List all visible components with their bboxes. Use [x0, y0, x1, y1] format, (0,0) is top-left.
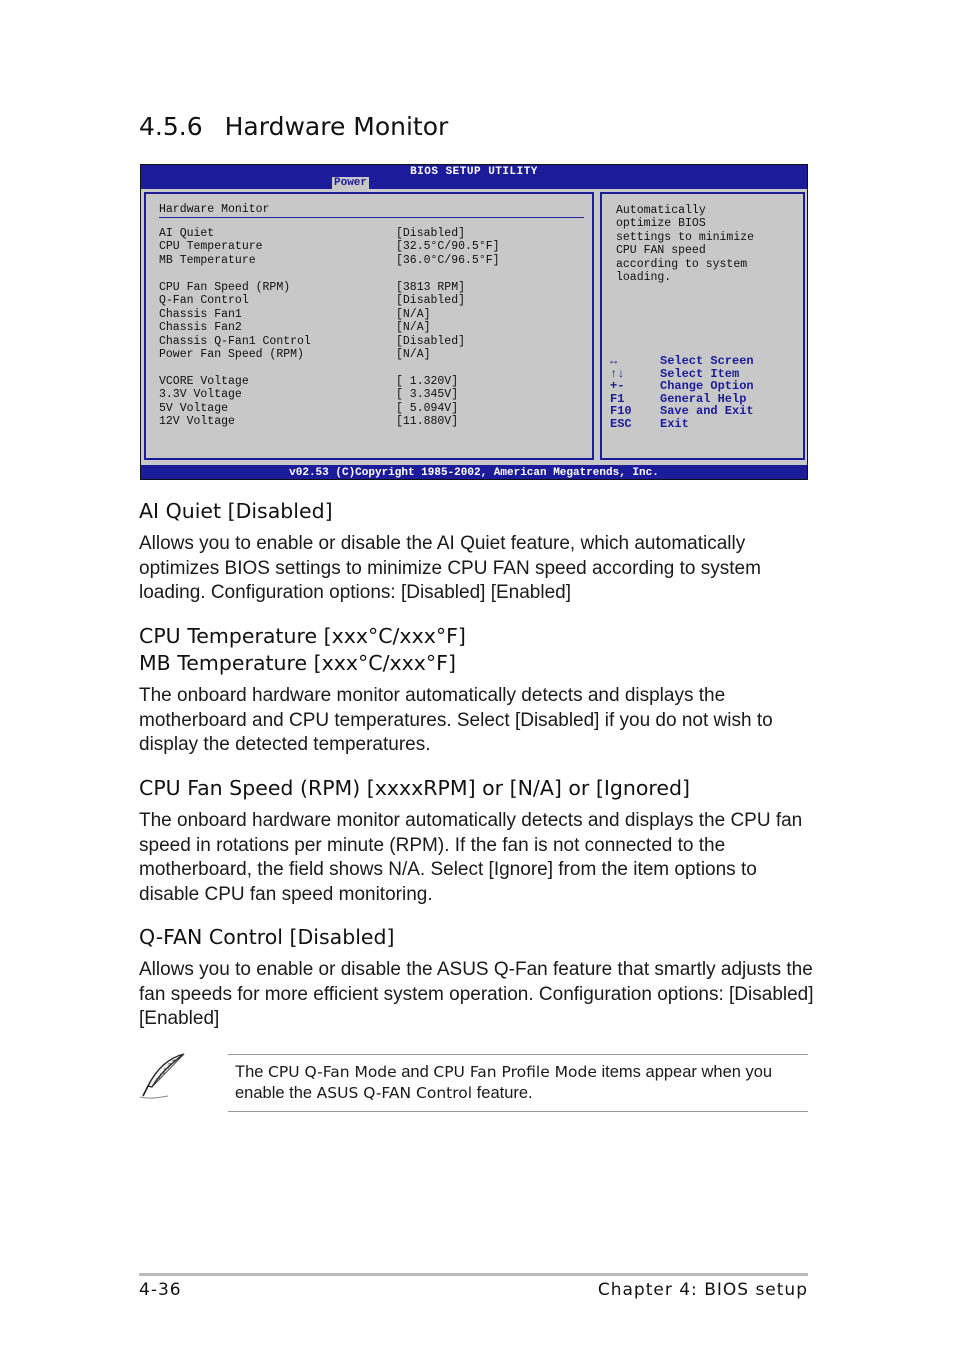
feather-pen-icon — [138, 1052, 188, 1100]
section-title-text: Hardware Monitor — [224, 112, 449, 141]
bios-key-description: Change Option — [660, 379, 754, 394]
bios-setting-value: [32.5°C/90.5°F] — [396, 240, 500, 253]
para-cpu-fan-speed: The onboard hardware monitor automatically detects and displays the CPU fan speed in rotations per minute (RPM). If the fan is not connected to the motherboard, the field shows N/A. Select [Ignore] from the item options to disable CPU fan speed monitoring. — [139, 810, 803, 905]
bios-help-pane — [600, 192, 805, 460]
para-temperature: The onboard hardware monitor automatically detects and displays the motherboard and CPU temperatures. Select [Disabled] if you do not wish to display the detected temperatures. — [139, 685, 773, 755]
bios-setting-value: [ 5.094V] — [396, 402, 459, 415]
bios-setting-row[interactable] — [159, 375, 579, 388]
bios-setting-label: VCORE Voltage — [159, 375, 249, 388]
bios-help-text: Automatically optimize BIOS settings to minimize CPU FAN speed according to system loading. — [616, 204, 755, 285]
note-text — [235, 1062, 805, 1104]
bios-setting-label: Q-Fan Control — [159, 294, 249, 307]
bios-setting-value: [ 1.320V] — [396, 375, 459, 388]
bios-setting-value: [N/A] — [396, 321, 431, 334]
bios-setting-row[interactable] — [159, 388, 579, 401]
bios-setting-value: [ 3.345V] — [396, 388, 459, 401]
bios-setting-label: CPU Fan Speed (RPM) — [159, 281, 291, 294]
bios-setting-label: 3.3V Voltage — [159, 388, 242, 401]
bios-setting-value: [Disabled] — [396, 294, 466, 307]
section-number: 4.5.6 — [139, 112, 203, 141]
para-ai-quiet: Allows you to enable or disable the AI Quiet feature, which automatically optimizes BIOS settings to minimize CPU FAN speed according to system loading. Configuration options: [Disabled] [Enabled] — [139, 533, 761, 603]
bios-setting-row[interactable] — [159, 321, 579, 334]
note-text-part: items appear when you enable the — [235, 1063, 773, 1102]
bios-pane-heading: Hardware Monitor — [159, 203, 584, 218]
note-term-asus-q-fan-control: ASUS Q-FAN Control — [316, 1084, 473, 1102]
bios-settings-pane — [144, 192, 594, 460]
page-number: 4-36 — [139, 1280, 182, 1300]
bios-setting-row[interactable] — [159, 281, 579, 294]
bios-key: F10 — [610, 404, 632, 419]
bios-title: BIOS SETUP UTILITY — [410, 166, 538, 178]
bios-setting-label: Chassis Fan2 — [159, 321, 242, 334]
bios-key: ESC — [610, 417, 632, 431]
bios-setting-row[interactable] — [159, 254, 579, 267]
note-text-part: The — [235, 1063, 269, 1081]
bios-setting-row[interactable] — [159, 294, 579, 307]
bios-setting-value: [Disabled] — [396, 227, 466, 240]
footer-rule — [139, 1273, 808, 1276]
note-term-cpu-q-fan-mode: CPU Q-Fan Mode — [268, 1063, 397, 1081]
bios-key-description: Select Screen — [660, 354, 754, 368]
bios-key: F1 — [610, 391, 625, 406]
bios-key: ↑↓ — [610, 366, 625, 381]
bios-setting-row[interactable] — [159, 348, 579, 361]
bios-setting-label: 12V Voltage — [159, 415, 235, 428]
heading-mb-temperature: MB Temperature [xxx°C/xxx°F] — [139, 651, 456, 675]
bios-setting-value: [11.880V] — [396, 415, 459, 428]
bios-setting-value: [36.0°C/96.5°F] — [396, 254, 500, 267]
bios-setting-row[interactable] — [159, 415, 579, 428]
bios-setting-row[interactable] — [159, 308, 579, 321]
chapter-label: Chapter 4: BIOS setup — [597, 1280, 808, 1300]
bios-setting-value: [N/A] — [396, 348, 431, 361]
bios-key-description: General Help — [660, 391, 747, 406]
heading-cpu-temperature: CPU Temperature [xxx°C/xxx°F] — [139, 624, 466, 648]
bios-setting-row[interactable] — [159, 335, 579, 348]
bios-key: ↔ — [610, 354, 618, 368]
section-title — [139, 112, 448, 141]
bios-copyright: v02.53 (C)Copyright 1985-2002, American Megatrends, Inc. — [289, 467, 659, 479]
bios-key: +- — [610, 379, 625, 394]
bios-setting-label: MB Temperature — [159, 254, 256, 267]
bios-setting-row[interactable] — [159, 240, 579, 253]
bios-setting-label: CPU Temperature — [159, 240, 263, 253]
bios-setting-value: [N/A] — [396, 308, 431, 321]
note-text-part: and — [396, 1063, 434, 1081]
bios-setting-label: Chassis Fan1 — [159, 308, 242, 321]
bios-setting-value: [Disabled] — [396, 335, 466, 348]
bios-setting-label: AI Quiet — [159, 227, 215, 240]
note-term-cpu-fan-profile-mode: CPU Fan Profile Mode — [433, 1063, 597, 1081]
note-text-part: feature. — [472, 1084, 533, 1102]
heading-q-fan-control: Q-FAN Control [Disabled] — [139, 925, 395, 949]
heading-cpu-fan-speed: CPU Fan Speed (RPM) [xxxxRPM] or [N/A] or [Ignored] — [139, 776, 691, 800]
bios-setting-label: Chassis Q-Fan1 Control — [159, 335, 311, 348]
para-q-fan-control: Allows you to enable or disable the ASUS Q-Fan feature that smartly adjusts the fan speeds for more efficient system operation. Configuration options: [Disabled] [Enabled] — [139, 959, 814, 1029]
bios-setting-row[interactable] — [159, 402, 579, 415]
bios-screenshot — [140, 164, 808, 480]
bios-setting-label: 5V Voltage — [159, 402, 229, 415]
bios-setting-row[interactable] — [159, 227, 579, 240]
bios-key-description: Select Item — [660, 366, 740, 381]
bios-setting-label: Power Fan Speed (RPM) — [159, 348, 304, 361]
bios-key-description: Exit — [660, 417, 689, 431]
bios-panel — [141, 189, 807, 465]
bios-setting-value: [3813 RPM] — [396, 281, 466, 294]
bios-tab-power[interactable]: Power — [334, 177, 368, 189]
note-box — [228, 1054, 808, 1112]
heading-ai-quiet: AI Quiet [Disabled] — [139, 499, 333, 523]
bios-key-description: Save and Exit — [660, 404, 754, 419]
